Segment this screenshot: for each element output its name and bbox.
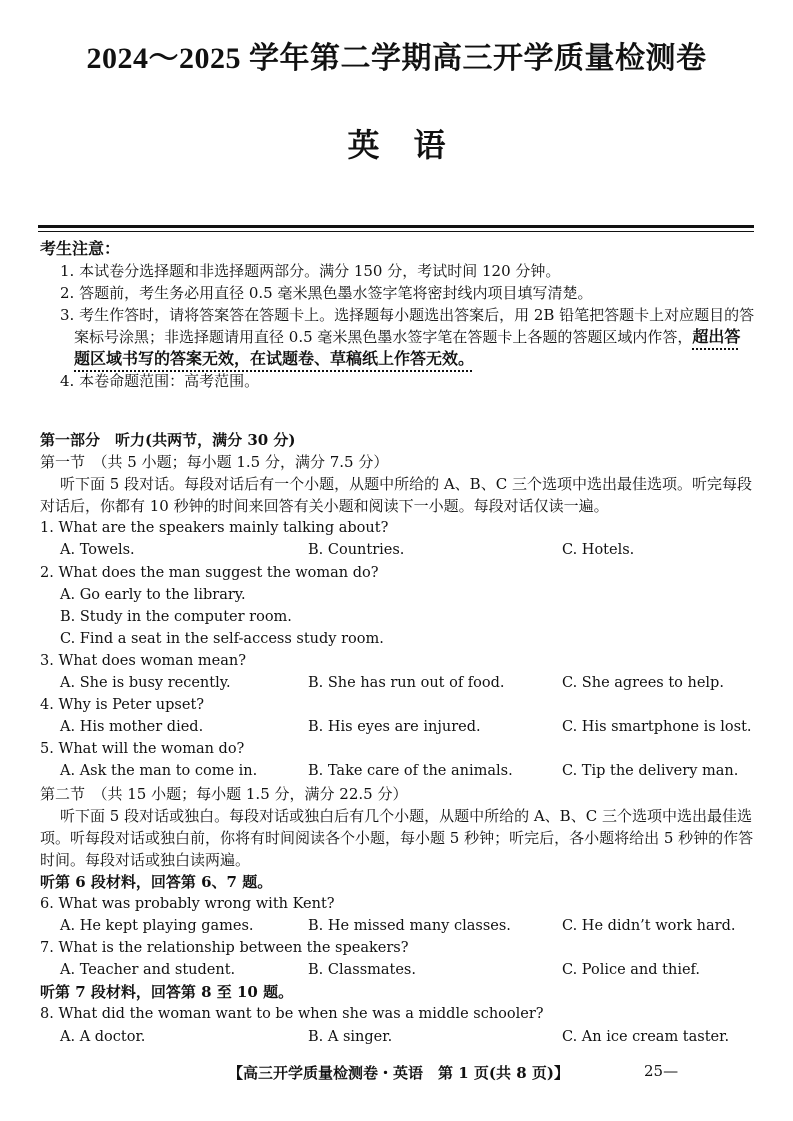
option-c: C. Tip the delivery man.	[562, 763, 739, 780]
exam-title: 2024～2025 学年第二学期高三开学质量检测卷	[86, 42, 707, 75]
question-8-options	[40, 1026, 756, 1048]
question-2: 2. What does the man suggest the woman do?	[40, 564, 379, 581]
notice-item-4: 4. 本卷命题范围：高考范围。	[60, 372, 260, 390]
option-a: A. Go early to the library.	[60, 586, 246, 603]
material-6-heading: 听第 6 段材料，回答第 6、7 题。	[40, 872, 273, 891]
section-two-title: 第二节 （共 15 小题；每小题 1.5 分，满分 22.5 分）	[40, 784, 408, 803]
material-7-heading: 听第 7 段材料，回答第 8 至 10 题。	[40, 983, 294, 1002]
option-c: C. He didn’t work hard.	[562, 918, 736, 935]
option-a: A. His mother died.	[60, 719, 204, 736]
footer-code: 25—	[644, 1062, 679, 1080]
question-7-options	[40, 959, 756, 981]
section-two-instructions: 听下面 5 段对话或独白。每段对话或独白后有几个小题，从题中所给的 A、B、C 三个选项中选出最佳选项。听每段对话或独白前，你将有时间阅读各个小题，每小题 5 秒钟；听完后，各小题将给出 5 秒钟的作答时间。每段对话或独白读两遍。	[40, 806, 754, 869]
notice-item-3-text: 3. 考生作答时，请将答案答在答题卡上。选择题每小题选出答案后，用 2B 铅笔把答题卡上对应题目的答案标号涂黑；非选择题请用直径 0.5 毫米黑色墨水签字笔在答题卡上各题的答题区域内作答，	[60, 306, 755, 346]
notice-item-3-emphasis: 超出答题区域书写的答案无效，在试题卷、草稿纸上作答无效。	[74, 327, 741, 368]
option-b: B. His eyes are injured.	[308, 719, 481, 736]
question-1: 1. What are the speakers mainly talking about?	[40, 520, 389, 537]
notice-item-3	[40, 304, 756, 370]
option-c: C. She agrees to help.	[562, 675, 724, 692]
section-one-instructions: 听下面 5 段对话。每段对话后有一个小题，从题中所给的 A、B、C 三个选项中选出最佳选项。听完每段对话后，你都有 10 秒钟的时间来回答有关小题和阅读下一小题。每段对话仅读一遍。	[40, 475, 752, 516]
option-c: C. His smartphone is lost.	[562, 719, 752, 736]
option-a: A. Towels.	[60, 542, 135, 559]
question-6: 6. What was probably wrong with Kent?	[40, 895, 335, 912]
notice-heading: 考生注意：	[40, 239, 121, 258]
option-c: C. Find a seat in the self-access study room.	[60, 630, 384, 647]
option-b: B. Classmates.	[308, 962, 416, 979]
option-c: C. Police and thief.	[562, 962, 700, 979]
question-6-options	[40, 915, 756, 937]
option-c: C. Hotels.	[562, 542, 635, 559]
option-a: A. He kept playing games.	[60, 918, 254, 935]
option-c: C. An ice cream taster.	[562, 1028, 730, 1045]
option-a: A. Ask the man to come in.	[60, 763, 258, 780]
subject-title: 英语	[347, 126, 480, 164]
option-b: B. He missed many classes.	[308, 918, 511, 935]
option-a: A. A doctor.	[60, 1028, 146, 1045]
option-b: B. She has run out of food.	[308, 675, 505, 692]
question-4-options	[40, 716, 756, 738]
option-a: A. Teacher and student.	[60, 962, 236, 979]
candidate-notice	[40, 238, 756, 392]
section-one-title: 第一节 （共 5 小题；每小题 1.5 分，满分 7.5 分）	[40, 453, 389, 472]
question-3: 3. What does woman mean?	[40, 652, 246, 669]
notice-item-2: 2. 答题前，考生务必用直径 0.5 毫米黑色墨水签字笔将密封线内项目填写清楚。	[60, 284, 593, 302]
option-b: B. A singer.	[308, 1028, 393, 1045]
part-title: 第一部分 听力(共两节，满分 30 分)	[40, 431, 296, 449]
question-7: 7. What is the relationship between the speakers?	[40, 940, 409, 957]
option-b: B. Countries.	[308, 542, 405, 559]
question-5: 5. What will the woman do?	[40, 741, 245, 758]
question-1-options	[40, 539, 756, 561]
question-4: 4. Why is Peter upset?	[40, 697, 205, 714]
question-3-options	[40, 672, 756, 694]
footer-page-info: 【高三开学质量检测卷・英语 第 1 页(共 8 页)】	[228, 1064, 569, 1082]
part-one-listening	[40, 429, 756, 1048]
option-b: B. Take care of the animals.	[308, 763, 513, 780]
corner-cover	[698, 1050, 793, 1100]
option-b: B. Study in the computer room.	[60, 608, 292, 625]
notice-item-1: 1. 本试卷分选择题和非选择题两部分。满分 150 分，考试时间 120 分钟。	[60, 262, 561, 280]
question-8: 8. What did the woman want to be when she was a middle schooler?	[40, 1006, 544, 1023]
option-a: A. She is busy recently.	[60, 675, 231, 692]
header-rule-thick	[38, 225, 754, 228]
question-5-options	[40, 760, 756, 782]
header-rule-thin	[38, 231, 754, 232]
